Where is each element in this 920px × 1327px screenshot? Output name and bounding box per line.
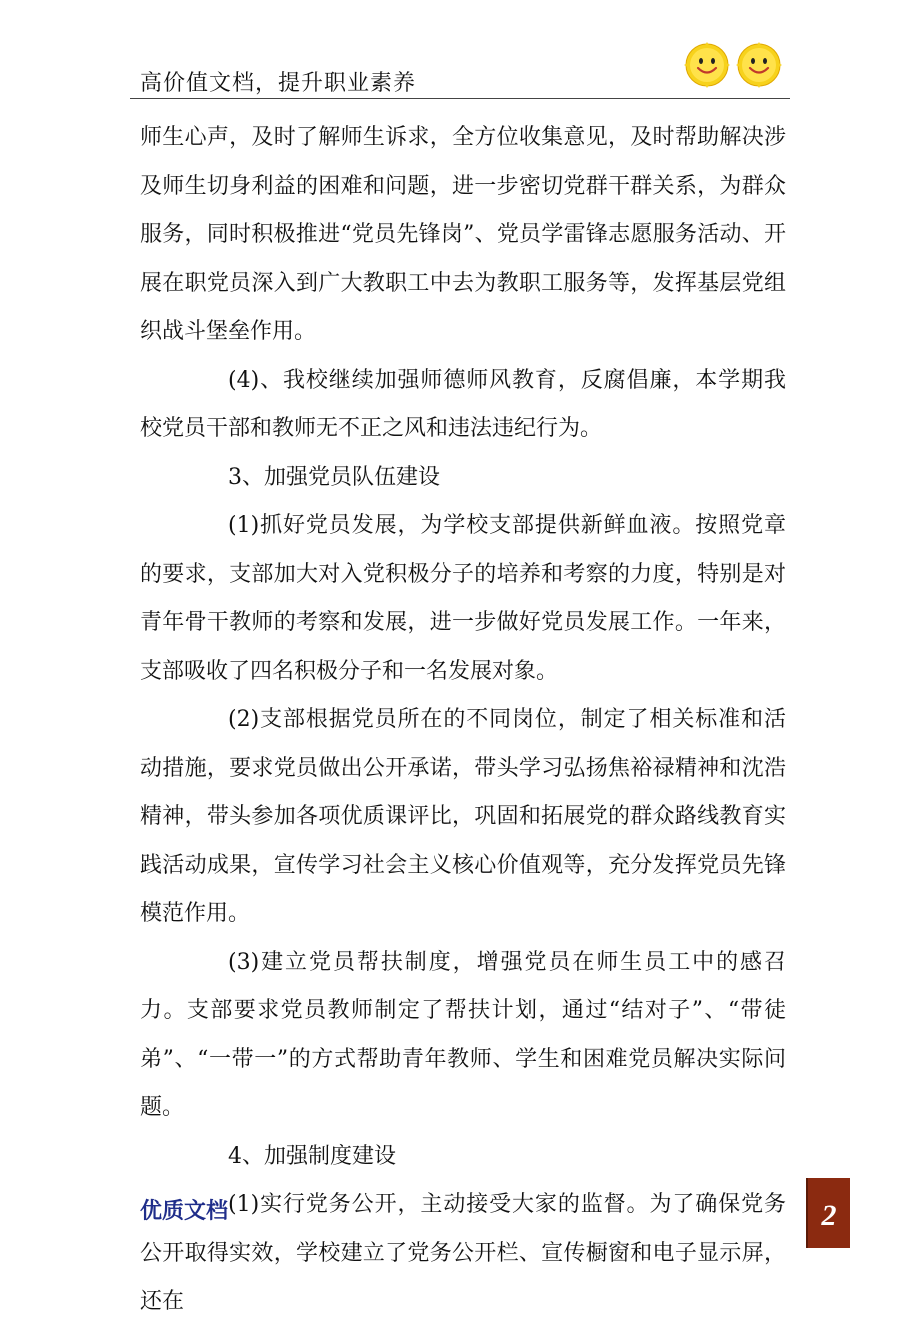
- paragraph-1: 师生心声，及时了解师生诉求，全方位收集意见，及时帮助解决涉及师生切身利益的困难和问题，进一步密切党群干群关系，为群众服务，同时积极推进“党员先锋岗”、党员学雷锋志愿服务活动、开展在职党员深入到广大教职工中去为教职工服务等，发挥基层党组织战斗堡垒作用。: [140, 125, 786, 344]
- header-title: 高价值文档，提升职业素养: [140, 71, 417, 96]
- page-number-badge: 2: [806, 1178, 850, 1248]
- paragraph-3-2: (2)支部根据党员所在的不同岗位，制定了相关标准和活动措施，要求党员做出公开承诺，带头学习弘扬焦裕禄精神和沈浩精神，带头参加各项优质课评比，巩固和拓展党的群众路线教育实践活动成果，宣传学习社会主义核心价值观等，充分发挥党员先锋模范作用。: [140, 707, 786, 926]
- paragraph-3-1: (1)抓好党员发展，为学校支部提供新鲜血液。按照党章的要求，支部加大对入党积极分子的培养和考察的力度，特别是对青年骨干教师的考察和发展，进一步做好党员发展工作。一年来，支部吸收了四名积极分子和一名发展对象。: [140, 513, 786, 684]
- smiley-face-icon: [684, 42, 730, 88]
- header-divider: [130, 98, 790, 99]
- paragraph-3-3: (3)建立党员帮扶制度，增强党员在师生员工中的感召力。支部要求党员教师制定了帮扶计划，通过“结对子”、“带徒弟”、“一带一”的方式帮助青年教师、学生和困难党员解决实际问题。: [140, 949, 786, 1120]
- paragraph-4-1: (1)实行党务公开，主动接受大家的监督。为了确保党务公开取得实效，学校建立了党务公开栏、宣传橱窗和电子显示屏，还在: [140, 1192, 786, 1314]
- section-heading-3: 3、加强党员队伍建设: [228, 464, 440, 490]
- section-heading-4: 4、加强制度建设: [228, 1143, 396, 1169]
- smiley-face-icon: [736, 42, 782, 88]
- footer-label: 优质文档: [140, 1198, 229, 1224]
- paragraph-2: (4)、我校继续加强师德师风教育，反腐倡廉，本学期我校党员干部和教师无不正之风和违法违纪行为。: [140, 367, 786, 441]
- document-body: [140, 114, 786, 1327]
